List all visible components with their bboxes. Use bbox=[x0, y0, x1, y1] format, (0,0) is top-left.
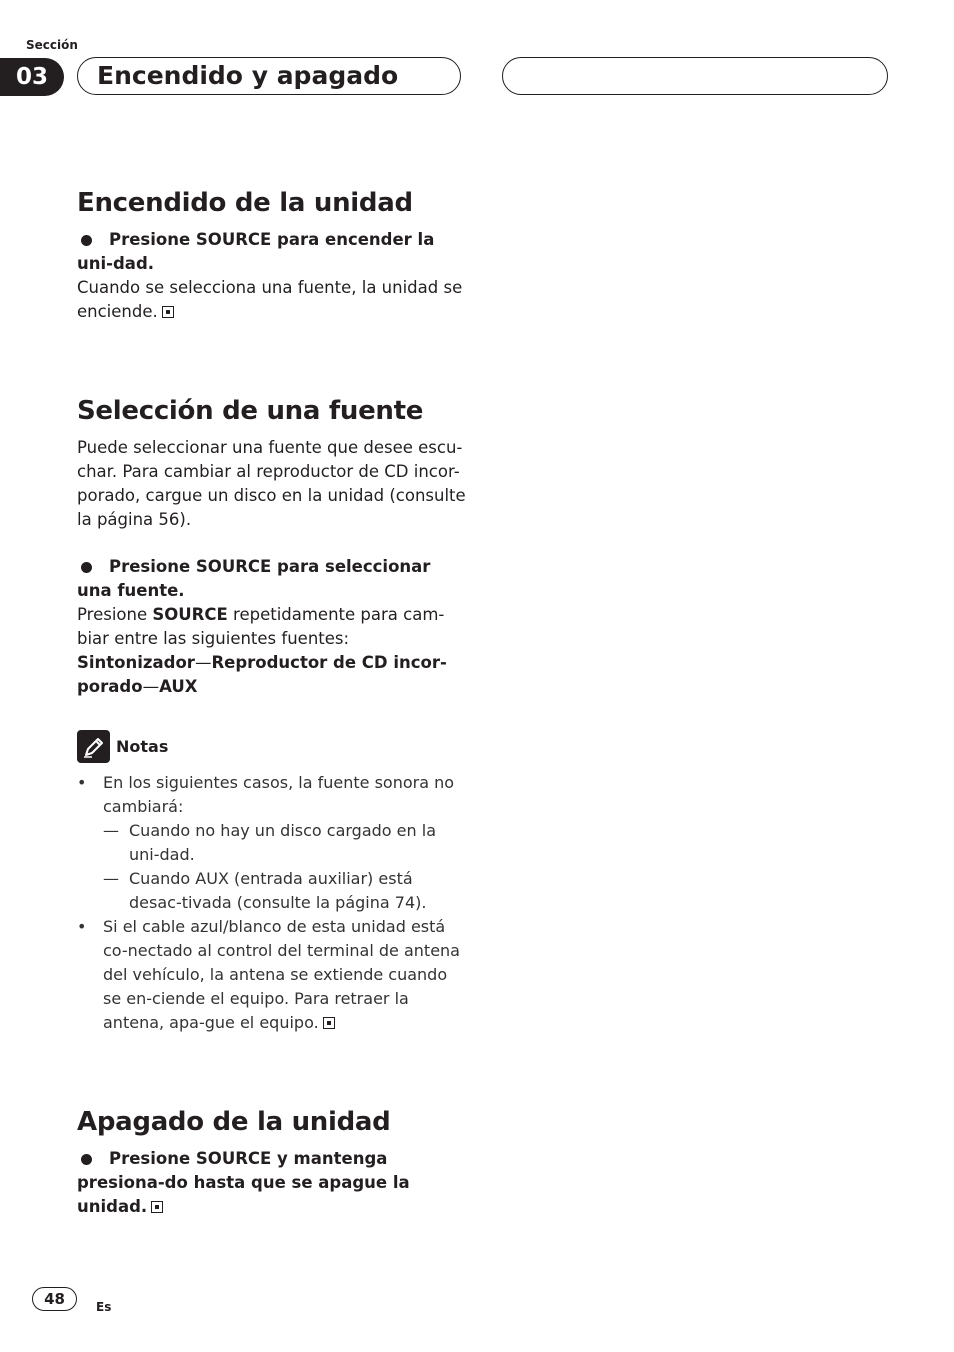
heading-seleccion: Selección de una fuente bbox=[77, 396, 424, 426]
step-apagado: Presione SOURCE y mantenga presiona-do hasta que se apague la unidad. bbox=[77, 1149, 410, 1216]
empty-header-frame bbox=[502, 57, 888, 95]
end-of-section-icon bbox=[323, 1017, 335, 1029]
section-number-badge: 03 bbox=[0, 58, 64, 96]
list-item: — Cuando AUX (entrada auxiliar) está desac-tivada (consulte la página 74). bbox=[103, 869, 427, 912]
chapter-title: Encendido y apagado bbox=[97, 61, 399, 90]
bullet-icon bbox=[81, 562, 92, 573]
source-sequence: Sintonizador—Reproductor de CD incor-porado—AUX bbox=[77, 653, 447, 696]
list-item: • Si el cable azul/blanco de esta unidad está co-nectado al control del terminal de antena del vehículo, la antena se extiende cuando se en-ciende el equipo. Para retraer la antena, apa-gue el equipo. bbox=[77, 917, 460, 1032]
notes-header bbox=[77, 730, 469, 763]
bullet-icon bbox=[81, 235, 92, 246]
section-label: Sección bbox=[26, 38, 78, 52]
step-encendido: Presione SOURCE para encender la uni-dad. bbox=[77, 230, 435, 273]
heading-encendido: Encendido de la unidad bbox=[77, 188, 413, 218]
body-encendido: Cuando se selecciona una fuente, la unidad se enciende. bbox=[77, 278, 463, 321]
notes-list bbox=[77, 771, 469, 1035]
notes-title: Notas bbox=[116, 737, 169, 756]
step-seleccion: Presione SOURCE para seleccionar una fuente. bbox=[77, 557, 431, 600]
bullet-icon bbox=[81, 1154, 92, 1165]
source-key: SOURCE bbox=[152, 605, 228, 624]
intro-seleccion: Puede seleccionar una fuente que desee escu-char. Para cambiar al reproductor de CD incor-porado, cargue un disco en la unidad (consulte la página 56). bbox=[77, 438, 466, 529]
page-number: 48 bbox=[32, 1287, 77, 1311]
list-item: — Cuando no hay un disco cargado en la uni-dad. bbox=[103, 821, 436, 864]
end-of-section-icon bbox=[162, 306, 174, 318]
end-of-section-icon bbox=[151, 1201, 163, 1213]
content-column bbox=[77, 186, 469, 1219]
pencil-note-icon bbox=[77, 730, 110, 763]
list-item: • En los siguientes casos, la fuente sonora no cambiará: bbox=[77, 773, 455, 816]
body-seleccion: Presione SOURCE repetidamente para cam-biar entre las siguientes fuentes: bbox=[77, 605, 445, 648]
language-code: Es bbox=[96, 1300, 112, 1314]
heading-apagado: Apagado de la unidad bbox=[77, 1107, 391, 1137]
